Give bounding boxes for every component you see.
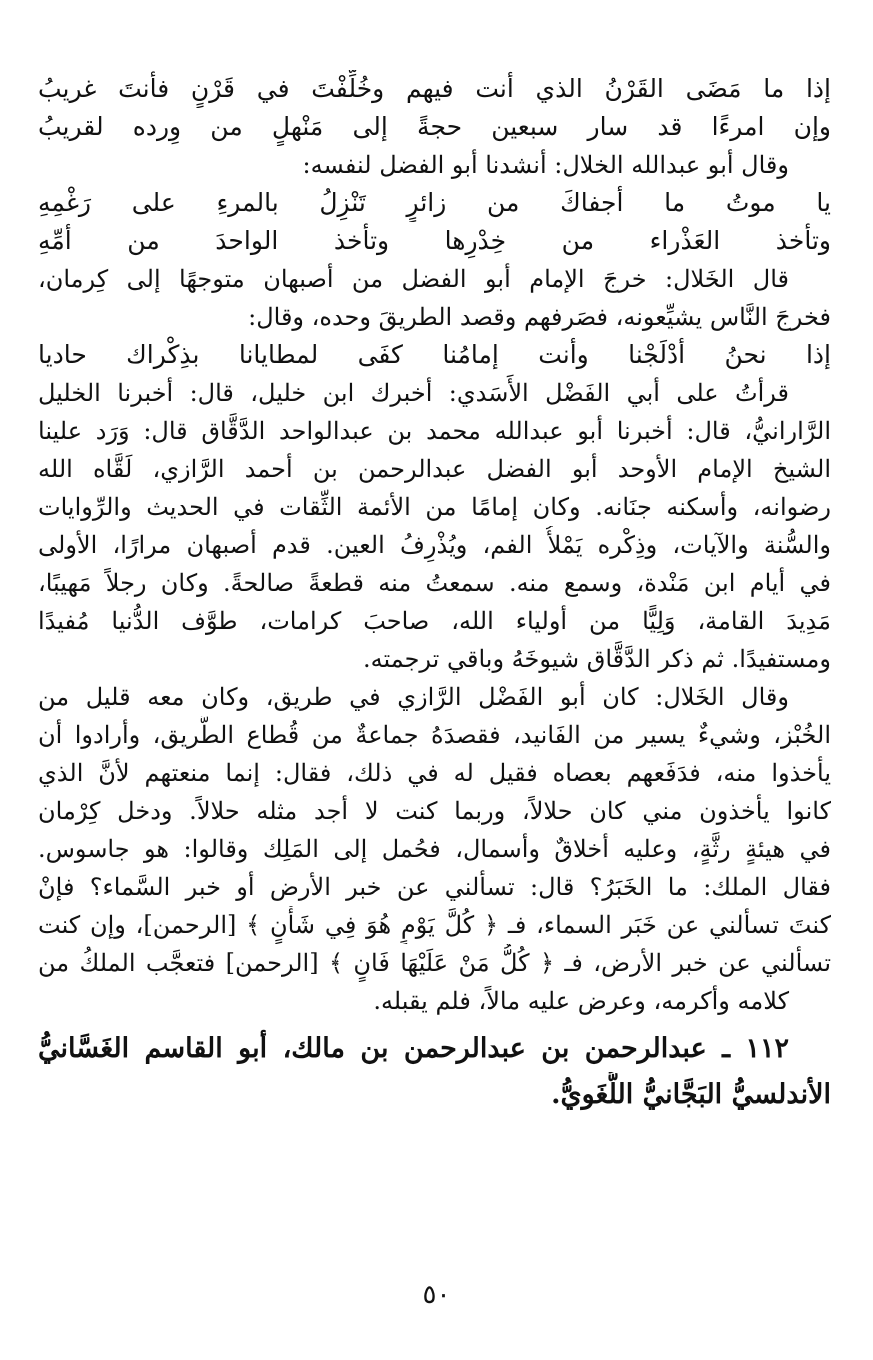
text-line: والسُّنة والآيات، وذِكْره يَمْلأُ الفم، ويُذْرِفُ العين. قدم أصبهان مرارًا، الأولى <box>38 531 831 559</box>
verse-line: وتأخذ العَذْراء من خِدْرِها وتأخذ الواحدَ من أمِّهِ <box>38 226 831 255</box>
text-line: مَدِيدَ القامة، وَلِيًّا من أولياء الله، صاحبَ كرامات، طوَّف الدُّنيا مُفيدًا <box>38 607 831 635</box>
body-text <box>38 70 831 1020</box>
page-number: ٥٠ <box>422 1280 451 1310</box>
text-line: يأخذوا منه، فدَفَعهم بعصاه فقيل له في ذلك، فقال: إنما منعتهم لأنَّ الذي <box>38 759 831 787</box>
text-line: رضوانه، وأسكنه جنَانه. وكان إمامًا من الأئمة الثِّقات في الحديث والرِّوايات <box>38 493 831 521</box>
text-line: الرَّارانيُّ، قال: أخبرنا أبو عبدالله محمد بن عبدالواحد الدَّقَّاق قال: وَرَد علينا <box>38 417 831 445</box>
entry-heading-line-2: الأندلسيُّ البَجَّانيُّ اللُّغَويُّ. <box>551 1079 831 1110</box>
text-line: وقال الخَلال: كان أبو الفَضْل الرَّازي في طريق، وكان معه قليل من <box>38 683 789 711</box>
text-line: ومستفيدًا. ثم ذكر الدَّقَّاق شيوخَهُ وباقي ترجمته. <box>362 645 831 673</box>
verse-line: إذا ما مَضَى القَرْنُ الذي أنت فيهم وخُلِّفْتَ في قَرْنٍ فأنتَ غريبُ <box>38 74 831 103</box>
text-line: تسألني عن خبر الأرض، فـ ﴿ كُلُّ مَنْ عَلَيْهَا فَانٍ ﴾ [الرحمن] فتعجَّب الملكُ من <box>38 949 831 977</box>
text-line: في هيئةٍ رثَّةٍ، وعليه أخلاقٌ وأسمال، فحُمل إلى المَلِك وقالوا: هو جاسوس. <box>38 835 831 863</box>
text-line: كنتَ تسألني عن خَبَر السماء، فـ ﴿ كُلَّ يَوْمٍ هُوَ فِي شَأْنٍ ﴾ [الرحمن]، وإن كنت <box>38 911 831 939</box>
verse-line: وإن امرءًا قد سار سبعين حجةً إلى مَنْهلٍ من وِرده لقريبُ <box>38 112 831 141</box>
entry-heading-line-1: ١١٢ ـ عبدالرحمن بن عبدالرحمن بن مالك، أبو القاسم الغَسَّانيُّ <box>38 1033 789 1064</box>
verse-line: إذا نحنُ أدْلَجْنا وأنت إمامُنا كفَى لمطايانا بذِكْراك حاديا <box>38 340 831 369</box>
text-line: في أيام ابن مَنْدة، وسمع منه. سمعتُ منه قطعةً صالحةً. وكان رجلاً مَهيبًا، <box>38 569 831 597</box>
text-line: كانوا يأخذون مني كان حلالاً، وربما كنت لا أجد مثله حلالاً. ودخل كِرْمان <box>38 797 831 825</box>
verse-line: يا موتُ ما أجفاكَ من زائرٍ تَنْزِلُ بالمرءِ على رَغْمِهِ <box>38 188 831 217</box>
text-line: قال الخَلال: خرجَ الإمام أبو الفضل من أصبهان متوجهًا إلى كِرمان، <box>38 265 789 293</box>
text-line: الشيخ الإمام الأوحد أبو الفضل عبدالرحمن بن أحمد الرَّازي، لَقَّاه الله <box>38 455 831 483</box>
text-line: فخرجَ النَّاس يشيِّعونه، فصَرفهم وقصد الطريقَ وحده، وقال: <box>248 303 831 331</box>
text-line: الخُبْز، وشيءٌ يسير من الفَانيد، فقصدَهُ جماعةٌ من قُطاع الطَّريق، وأرادوا أن <box>38 721 831 749</box>
text-line: وقال أبو عبدالله الخلال: أنشدنا أبو الفضل لنفسه: <box>302 151 789 179</box>
text-line: قرأتُ على أبي الفَضْل الأَسَدي: أخبرك ابن خليل، قال: أخبرنا الخليل <box>38 379 789 407</box>
text-line: كلامه وأكرمه، وعرض عليه مالاً، فلم يقبله. <box>373 987 789 1015</box>
text-line: فقال الملك: ما الخَبَرُ؟ قال: تسألني عن خبر الأرض أو خبر السَّماء؟ فإنْ <box>38 873 831 901</box>
